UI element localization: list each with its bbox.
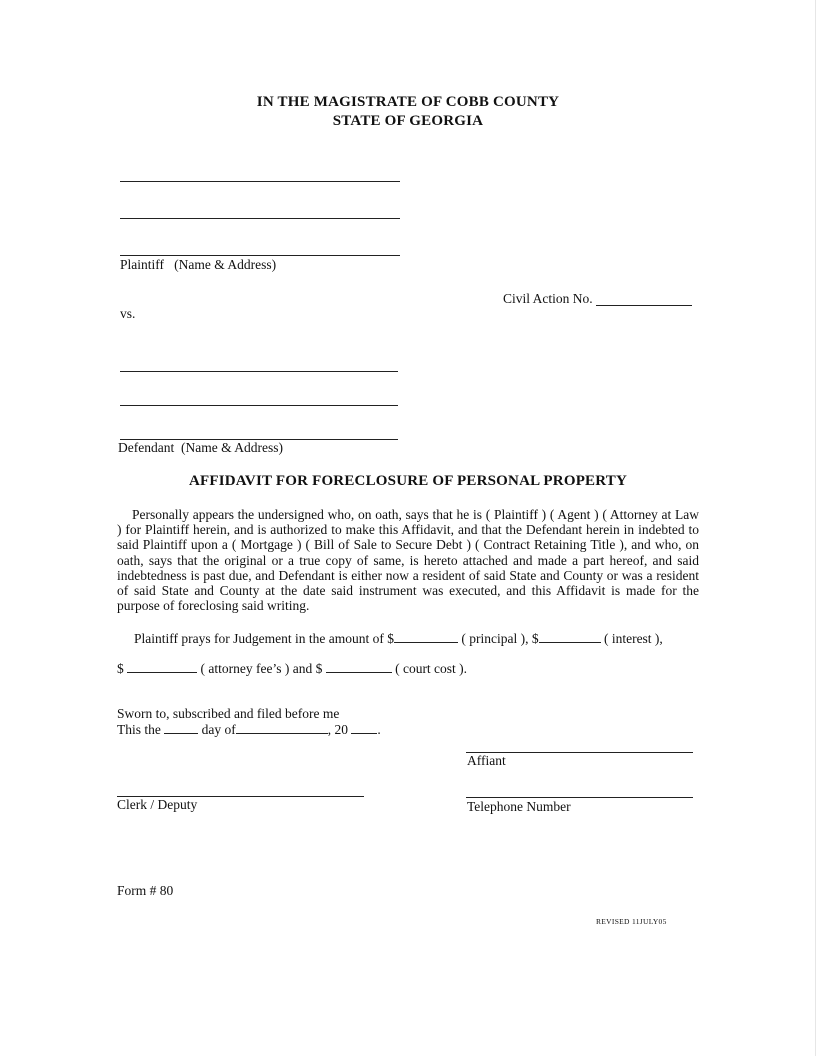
plaintiff-line-3[interactable] [120, 255, 400, 256]
plaintiff-line-1[interactable] [120, 181, 400, 182]
court-cost-field[interactable] [326, 660, 392, 673]
date-period: . [377, 722, 381, 737]
plaintiff-line-2[interactable] [120, 218, 400, 219]
defendant-line-2[interactable] [120, 405, 398, 406]
judgement-line-1 [134, 630, 663, 647]
date-line [117, 721, 381, 738]
judgement-line-2 [117, 660, 467, 677]
defendant-line-1[interactable] [120, 371, 398, 372]
versus-label: vs. [120, 306, 136, 321]
civil-action-number-field[interactable] [596, 305, 692, 306]
telephone-line[interactable] [466, 797, 693, 798]
court-cost-label: ( court cost ). [395, 661, 468, 676]
affidavit-title: AFFIDAVIT FOR FORECLOSURE OF PERSONAL PROPERTY [188, 473, 628, 489]
day-field[interactable] [164, 721, 198, 734]
year-prefix: , 20 [327, 722, 348, 737]
form-number: Form # 80 [117, 883, 174, 898]
clerk-label: Clerk / Deputy [117, 797, 198, 812]
attorney-fee-field[interactable] [127, 660, 197, 673]
interest-label: ( interest ), [603, 631, 663, 646]
affiant-label: Affiant [467, 753, 506, 768]
revised-date: REVISED 11JULY05 [596, 917, 667, 926]
prays-text: Plaintiff prays for Judgement in the amount of $ [134, 631, 394, 646]
month-field[interactable] [236, 721, 328, 734]
year-field[interactable] [351, 721, 377, 734]
sworn-line: Sworn to, subscribed and filed before me [117, 706, 340, 721]
state-title: STATE OF GEORGIA [332, 113, 484, 129]
day-of-label: day of [201, 722, 236, 737]
court-title: IN THE MAGISTRATE OF COBB COUNTY [256, 94, 560, 110]
defendant-label: Defendant (Name & Address) [118, 440, 283, 455]
principal-label: ( principal ), $ [461, 631, 539, 646]
affidavit-paragraph: Personally appears the undersigned who, on oath, says that he is ( Plaintiff ) ( Agent ) ( Attorney at Law ) for Plaintiff herein, and is authorized to make this Affidavit, and that the Defendant herein in indebted to said Plaintiff upon a ( Mortgage ) ( Bill of Sale to Secure Debt ) ( Contract Retaining Title ), and who, on oath, says that the original or a true copy of same, is hereto attached and made a part hereof, and said indebtedness is past due, and Defendant is either now a resident of said State and County or was a resident of said State and County at the date said instrument was executed, and this Affidavit is made for the purpose of foreclosing said writing. [117, 507, 699, 614]
attorney-fee-label: ( attorney fee’s ) and $ [200, 661, 323, 676]
civil-action-label: Civil Action No. [503, 291, 593, 306]
principal-amount-field[interactable] [394, 630, 458, 643]
telephone-label: Telephone Number [467, 799, 571, 814]
plaintiff-label: Plaintiff (Name & Address) [120, 257, 277, 272]
this-the-label: This the [117, 722, 161, 737]
dollar-sign: $ [117, 661, 124, 676]
interest-amount-field[interactable] [539, 630, 601, 643]
